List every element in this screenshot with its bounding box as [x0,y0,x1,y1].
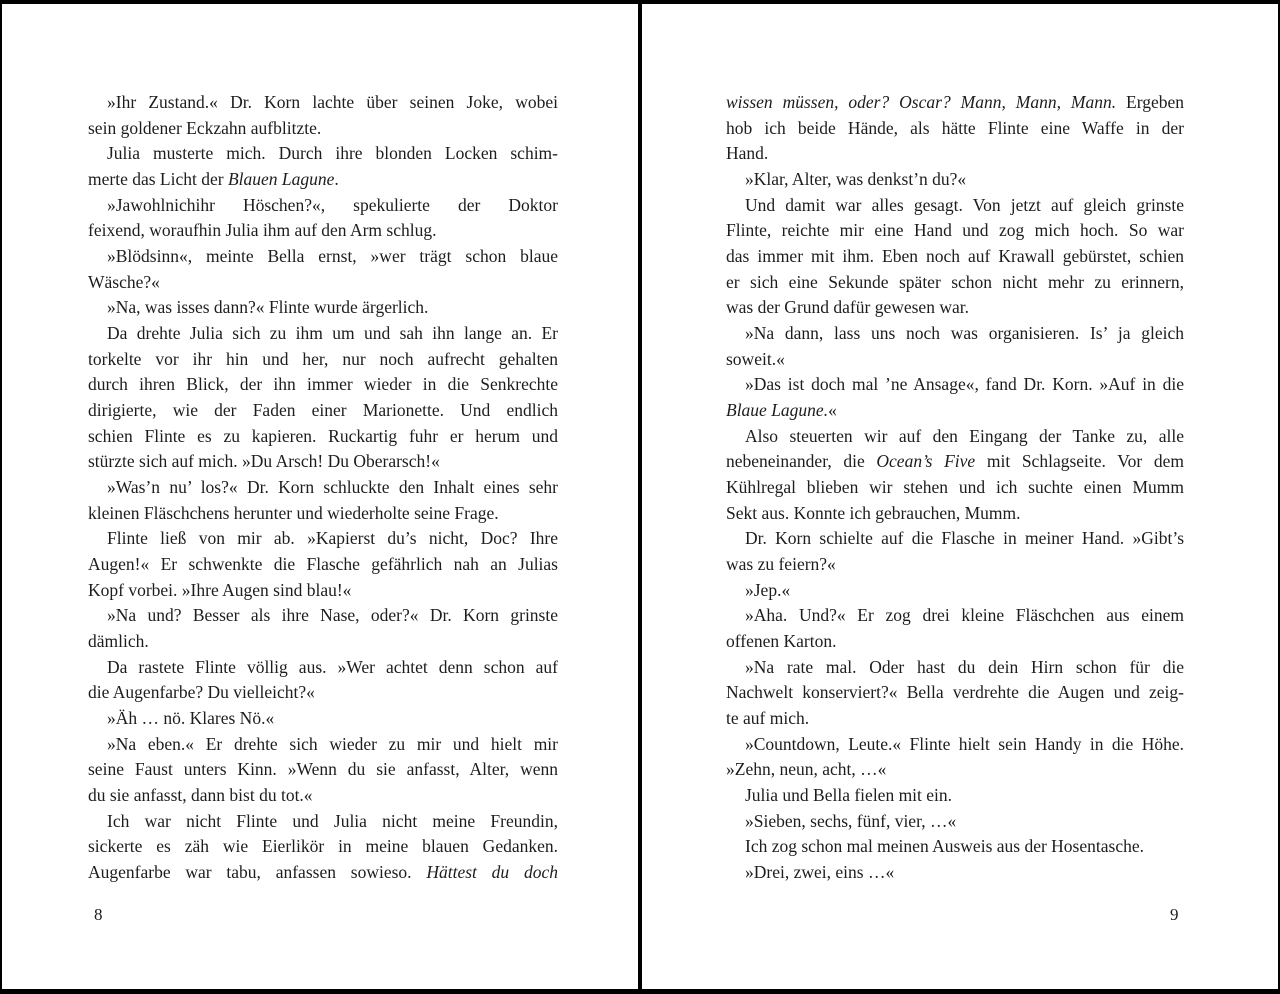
text-line: merte das Licht der Blauen Lagune. [88,169,339,190]
text-line: Ich zog schon mal meinen Ausweis aus der Hosentasche. [745,836,1144,857]
text-line: Dr. Korn schielte auf die Flasche in meiner Hand. »Gibt’s [745,528,1184,549]
page-right-text [726,90,1184,886]
text-line: Und damit war alles gesagt. Von jetzt auf gleich grinste [745,194,1184,215]
page-right [642,0,1280,994]
text-line: du sie anfasst, dann bist du tot.« [88,785,313,806]
text-line: »Na rate mal. Oder hast du dein Hirn schon für die [745,656,1184,677]
text-line: soweit.« [726,348,785,369]
text-line: »Äh … nö. Klares Nö.« [107,708,275,729]
text-line: das immer mit ihm. Eben noch auf Krawall gebürstet, schien [726,246,1184,267]
text-line: »Zehn, neun, acht, …« [726,759,887,780]
text-line: Da rastete Flinte völlig aus. »Wer achtet denn schon auf [107,656,558,677]
text-line: »Na und? Besser als ihre Nase, oder?« Dr. Korn grinste [107,605,558,626]
text-line: stürzte sich auf mich. »Du Arsch! Du Oberarsch!« [88,451,440,472]
text-line: Kühlregal blieben wir stehen und ich suchte einen Mumm [726,477,1184,498]
text-line: »Na eben.« Er drehte sich wieder zu mir und hielt mir [107,733,558,754]
text-line: durch ihren Blick, der ihn immer wieder in die Senkrechte [88,374,558,395]
text-line: dämlich. [88,631,149,652]
text-line: Hand. [726,143,769,164]
text-line: er sich eine Sekunde später schon nicht mehr zu erinnern, [726,271,1184,292]
text-line: schien Flinte es zu kapieren. Ruckartig fuhr er herum und [88,425,558,446]
text-line: Blaue Lagune.« [726,400,837,421]
text-line: Also steuerten wir auf den Eingang der Tanke zu, alle [745,425,1184,446]
text-line: offenen Karton. [726,631,837,652]
text-line: seine Faust unters Kinn. »Wenn du sie anfasst, Alter, wenn [88,759,558,780]
text-line: »Drei, zwei, eins …« [745,862,895,883]
text-line: Kopf vorbei. »Ihre Augen sind blau!« [88,579,352,600]
text-line: torkelte vor ihr hin und her, nur noch aufrecht gehalten [88,348,558,369]
text-line: »Jawohlnichihr Höschen?«, spekulierte der Doktor [107,194,558,215]
frame-left-edge [0,0,2,994]
text-line: »Das ist doch mal ’ne Ansage«, fand Dr. Korn. »Auf in die [745,374,1184,395]
page-gutter-divider [638,0,642,994]
text-line: »Ihr Zustand.« Dr. Korn lachte über seinen Joke, wobei [107,92,558,112]
text-line: »Klar, Alter, was denkst’n du?« [745,169,967,190]
text-line: dirigierte, wie der Faden einer Marionette. Und endlich [88,400,558,421]
text-line: »Jep.« [745,579,791,600]
text-line: Julia musterte mich. Durch ihre blonden Locken schim- [107,143,558,164]
page-left [0,0,638,994]
text-line: Ich war nicht Flinte und Julia nicht meine Freundin, [107,810,558,831]
page-number-left: 8 [94,905,103,924]
text-line: kleinen Fläschchens herunter und wiederholte seine Frage. [88,502,499,523]
text-line: »Na, was isses dann?« Flinte wurde ärgerlich. [107,297,429,318]
text-line: Flinte, reichte mir eine Hand und zog mich hoch. So war [726,220,1184,241]
text-line: was der Grund dafür gewesen war. [726,297,969,318]
text-line: sickerte es zäh wie Eierlikör in meine blauen Gedanken. [88,836,558,857]
text-line: Flinte ließ von mir ab. »Kapierst du’s nicht, Doc? Ihre [107,528,558,549]
text-line: Nachwelt konserviert?« Bella verdrehte die Augen und zeig- [726,682,1184,703]
text-line: sein goldener Eckzahn aufblitzte. [88,117,322,138]
text-line: Da drehte Julia sich zu ihm um und sah ihn lange an. Er [107,323,558,344]
text-line: te auf mich. [726,708,810,729]
text-line: feixend, woraufhin Julia ihm auf den Arm schlug. [88,220,437,241]
text-line: hob ich beide Hände, als hätte Flinte eine Waffe in der [726,117,1184,138]
text-line: nebeneinander, die Ocean’s Five mit Schlagseite. Vor dem [726,451,1184,472]
text-line: wissen müssen, oder? Oscar? Mann, Mann, Mann. Ergeben [726,92,1184,112]
text-line: »Blödsinn«, meinte Bella ernst, »wer trägt schon blaue [107,246,558,267]
text-line: »Aha. Und?« Er zog drei kleine Fläschchen aus einem [745,605,1184,626]
text-line: Augenfarbe war tabu, anfassen sowieso. Hättest du doch [88,862,558,883]
text-line: »Sieben, sechs, fünf, vier, …« [745,810,957,831]
page-number-right: 9 [1170,905,1179,924]
text-line: Julia und Bella fielen mit ein. [745,785,953,806]
page-left-text [88,90,558,886]
text-line: Sekt aus. Konnte ich gebrauchen, Mumm. [726,502,1021,523]
text-line: Augen!« Er schwenkte die Flasche gefährlich nah an Julias [88,554,558,575]
text-line: »Na dann, lass uns noch was organisieren. Is’ ja gleich [745,323,1184,344]
text-line: »Countdown, Leute.« Flinte hielt sein Handy in die Höhe. [745,733,1184,754]
text-line: »Was’n nu’ los?« Dr. Korn schluckte den Inhalt eines sehr [107,477,558,498]
text-line: was zu feiern?« [726,554,836,575]
text-line: Wäsche?« [88,271,160,292]
text-line: die Augenfarbe? Du vielleicht?« [88,682,315,703]
